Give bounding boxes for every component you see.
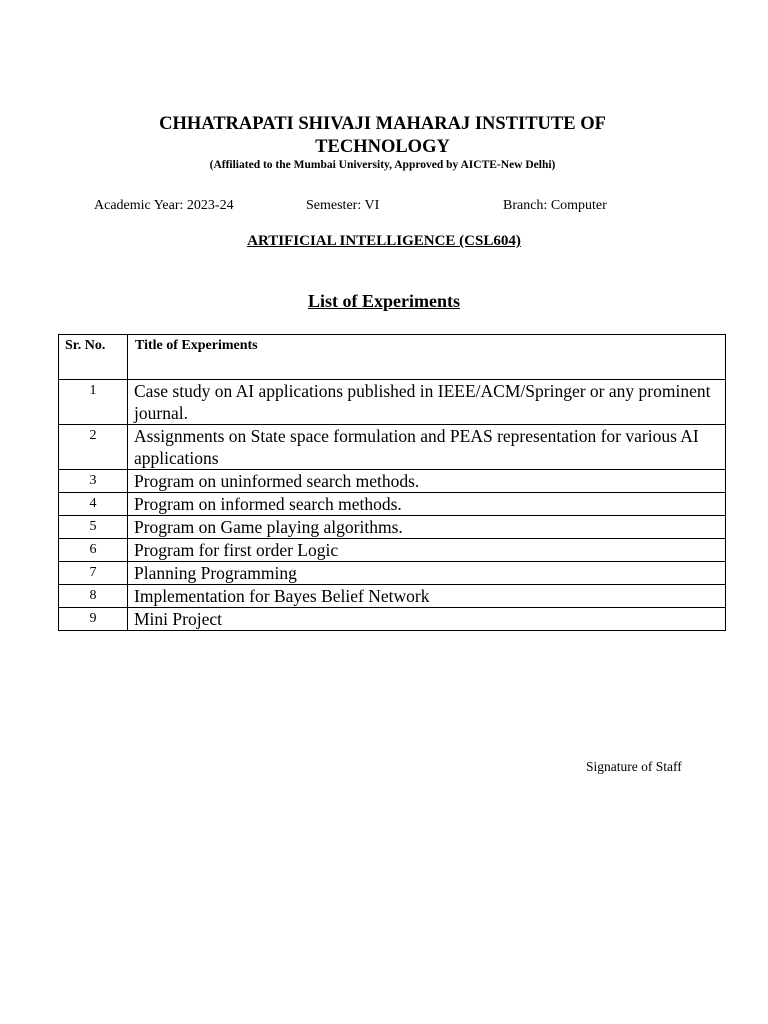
row-title: Program on uninformed search methods.: [128, 470, 726, 493]
table-row: [59, 425, 726, 470]
academic-year: Academic Year: 2023-24: [94, 198, 234, 213]
row-number: 3: [59, 470, 128, 493]
list-title: List of Experiments: [308, 291, 460, 311]
table-row: [59, 608, 726, 631]
row-title: Assignments on State space formulation and PEAS representation for various AI applications: [128, 425, 726, 470]
row-title: Program on informed search methods.: [128, 493, 726, 516]
branch: Branch: Computer: [503, 198, 607, 213]
header-title: Title of Experiments: [128, 335, 726, 380]
table-row: [59, 516, 726, 539]
row-number: 9: [59, 608, 128, 631]
row-number: 8: [59, 585, 128, 608]
row-number: 5: [59, 516, 128, 539]
row-title: Case study on AI applications published in IEEE/ACM/Springer or any prominent journal.: [128, 380, 726, 425]
table-row: [59, 585, 726, 608]
table-row: [59, 562, 726, 585]
row-title: Program on Game playing algorithms.: [128, 516, 726, 539]
row-number: 4: [59, 493, 128, 516]
institute-title: CHHATRAPATI SHIVAJI MAHARAJ INSTITUTE OF TECHNOLOGY: [159, 114, 606, 157]
subject-title: ARTIFICIAL INTELLIGENCE (CSL604): [247, 233, 521, 249]
row-number: 2: [59, 425, 128, 470]
row-title: Program for first order Logic: [128, 539, 726, 562]
table-row: [59, 380, 726, 425]
row-number: 1: [59, 380, 128, 425]
semester: Semester: VI: [306, 198, 380, 213]
experiments-table: [58, 334, 726, 631]
row-title: Implementation for Bayes Belief Network: [128, 585, 726, 608]
header-sr-no: Sr. No.: [59, 335, 128, 380]
staff-signature-label: Signature of Staff: [586, 759, 682, 774]
table-row: [59, 493, 726, 516]
table-header-row: [59, 335, 726, 380]
table-row: [59, 539, 726, 562]
row-title: Planning Programming: [128, 562, 726, 585]
table-row: [59, 470, 726, 493]
row-number: 6: [59, 539, 128, 562]
row-number: 7: [59, 562, 128, 585]
affiliation-note: (Affiliated to the Mumbai University, Approved by AICTE-New Delhi): [209, 159, 556, 171]
row-title: Mini Project: [128, 608, 726, 631]
